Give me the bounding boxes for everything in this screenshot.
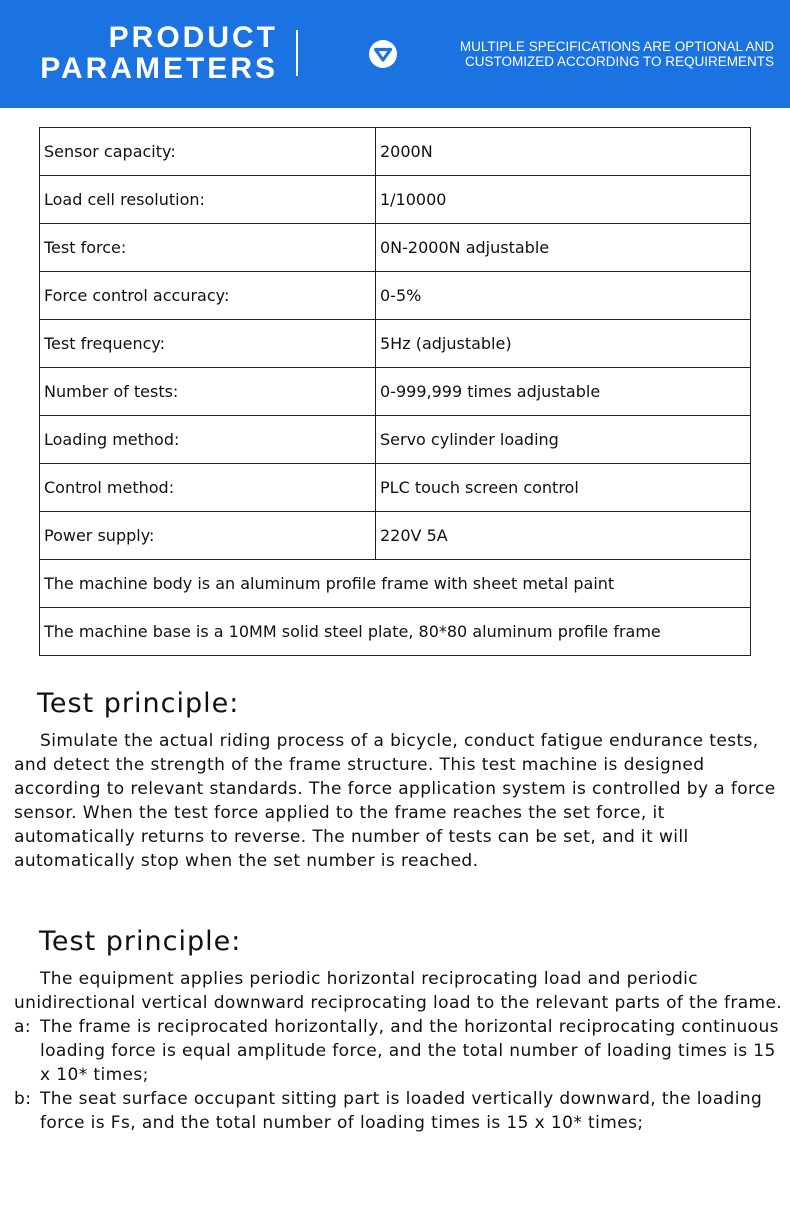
list-item-text: The seat surface occupant sitting part is loaded vertically downward, the loading force is Fs, and the total number of loading times is 15 x 10* times; (40, 1089, 763, 1133)
table-row (40, 416, 751, 464)
table-row-note (40, 608, 751, 656)
banner-title-line2: PARAMETERS (40, 52, 278, 85)
param-value: 0N-2000N adjustable (376, 224, 751, 272)
section-paragraph: The equipment applies periodic horizontal reciprocating load and periodic unidirectional vertical downward reciprocating load to the relevant parts of the frame. (14, 969, 783, 1013)
param-label: Load cell resolution: (40, 176, 376, 224)
param-value: 0-999,999 times adjustable (376, 368, 751, 416)
param-value: 1/10000 (376, 176, 751, 224)
section-paragraph: Simulate the actual riding process of a bicycle, conduct fatigue endurance tests, and detect the strength of the frame structure. This test machine is designed according to relevant standards. The force application system is controlled by a force sensor. When the test force applied to the frame reaches the set force, it automatically returns to reverse. The number of tests can be set, and it will automatically stop when the set number is reached. (14, 731, 776, 871)
banner-note-line2: CUSTOMIZED ACCORDING TO REQUIREMENTS (464, 54, 774, 69)
param-value: Servo cylinder loading (376, 416, 751, 464)
param-label: Control method: (40, 464, 376, 512)
param-label: Number of tests: (40, 368, 376, 416)
table-row (40, 320, 751, 368)
list-item-text: The frame is reciprocated horizontally, and the horizontal reciprocating continuous loading force is equal amplitude force, and the total number of loading times is 15 x 10* times; (40, 1017, 779, 1085)
chevron-down-circle-icon (368, 39, 398, 69)
section-body (14, 967, 784, 1135)
list-item-label: a: (14, 1017, 31, 1037)
param-value: 0-5% (376, 272, 751, 320)
parameters-table (39, 127, 751, 656)
table-row-note (40, 560, 751, 608)
banner-title-line1: PRODUCT (108, 21, 278, 54)
param-label: Sensor capacity: (40, 128, 376, 176)
list-item (14, 1015, 784, 1087)
section-heading: Test principle: (39, 926, 242, 957)
table-row (40, 368, 751, 416)
param-value: PLC touch screen control (376, 464, 751, 512)
param-note: The machine body is an aluminum profile frame with sheet metal paint (40, 560, 751, 608)
table-row (40, 224, 751, 272)
banner-title (28, 22, 278, 84)
list-item-label: b: (14, 1089, 32, 1109)
table-row (40, 464, 751, 512)
table-row (40, 272, 751, 320)
param-value: 220V 5A (376, 512, 751, 560)
table-row (40, 512, 751, 560)
banner-note-line1: MULTIPLE SPECIFICATIONS ARE OPTIONAL AND (459, 39, 774, 54)
param-value: 2000N (376, 128, 751, 176)
table-row (40, 176, 751, 224)
param-label: Test frequency: (40, 320, 376, 368)
banner-note (402, 39, 774, 69)
param-value: 5Hz (adjustable) (376, 320, 751, 368)
param-label: Power supply: (40, 512, 376, 560)
list-item (14, 1087, 784, 1135)
table-row (40, 128, 751, 176)
param-label: Test force: (40, 224, 376, 272)
section-heading: Test principle: (37, 688, 240, 719)
banner-divider (296, 30, 298, 76)
param-label: Loading method: (40, 416, 376, 464)
section-body (14, 729, 784, 873)
param-label: Force control accuracy: (40, 272, 376, 320)
header-banner (0, 0, 790, 108)
param-note: The machine base is a 10MM solid steel plate, 80*80 aluminum profile frame (40, 608, 751, 656)
